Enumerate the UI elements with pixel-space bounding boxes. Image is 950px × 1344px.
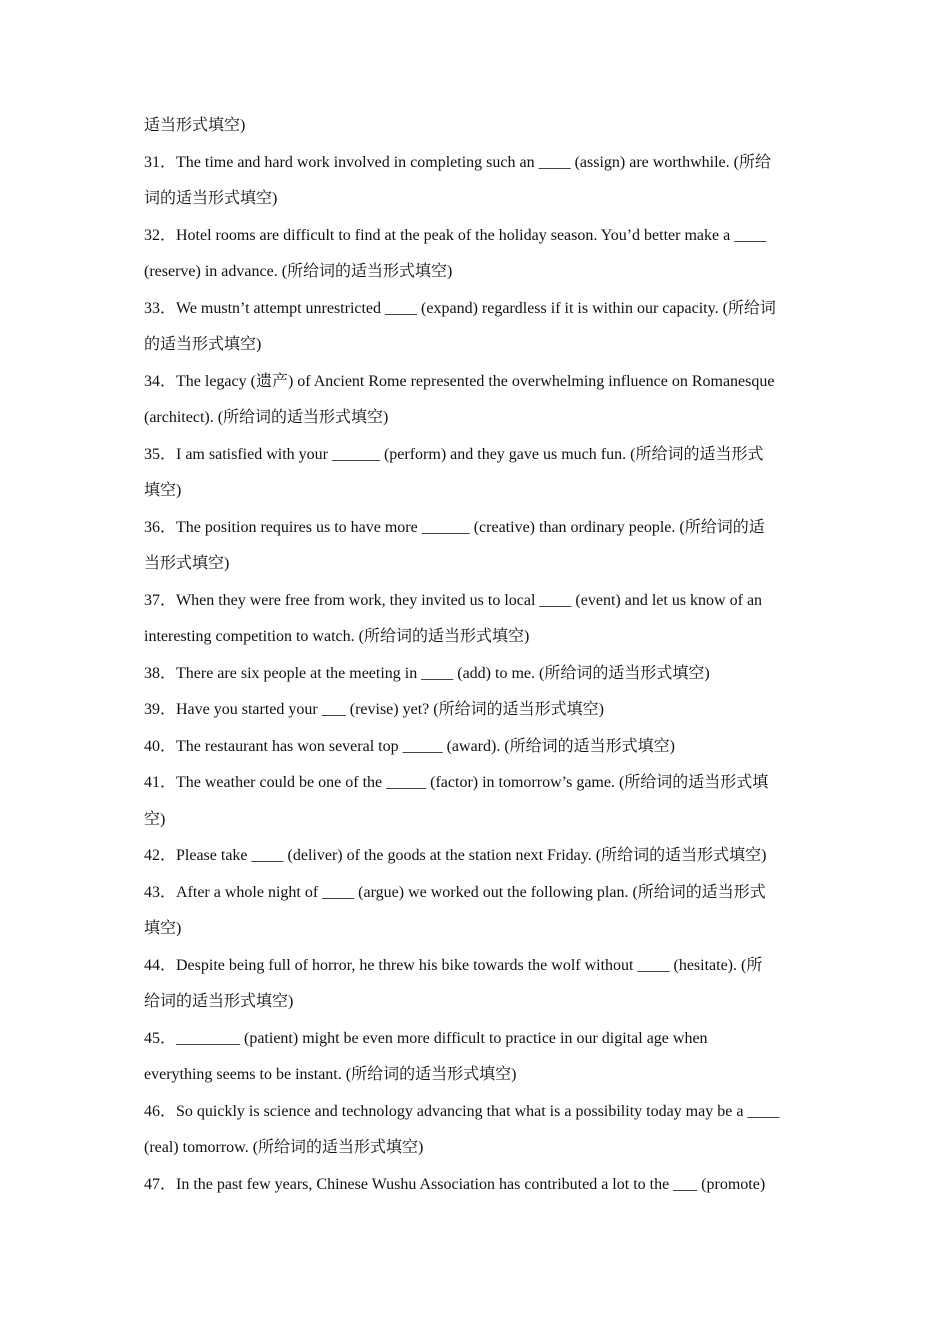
exercise-list [144, 108, 808, 1203]
question-46: 46．So quickly is science and technology advancing that what is a possibility today may be a ____ [144, 1102, 780, 1120]
text-line: 给词的适当形式填空) [144, 993, 294, 1010]
question-37: 37．When they were free from work, they invited us to local ____ (event) and let us know of an [144, 591, 763, 609]
text-line: interesting competition to watch. (所给词的适当形式填空) [144, 628, 530, 645]
text-line: (architect). (所给词的适当形式填空) [144, 409, 389, 426]
text-line: 适当形式填空) [144, 117, 246, 134]
question-38: 38．There are six people at the meeting in ____ (add) to me. (所给词的适当形式填空) [144, 664, 710, 682]
text-line: 填空) [144, 482, 182, 499]
question-31: 31．The time and hard work involved in completing such an ____ (assign) are worthwhile. (所给 [144, 153, 771, 171]
text-line: 的适当形式填空) [144, 336, 262, 353]
question-34: 34．The legacy (遗产) of Ancient Rome represented the overwhelming influence on Romanesque [144, 372, 775, 390]
text-line: 当形式填空) [144, 555, 230, 572]
question-33: 33．We mustn’t attempt unrestricted ____ (expand) regardless if it is within our capacity. (所给词 [144, 299, 776, 317]
question-47: 47．In the past few years, Chinese Wushu Association has contributed a lot to the ___ (promote) [144, 1175, 766, 1193]
question-40: 40．The restaurant has won several top _____ (award). (所给词的适当形式填空) [144, 737, 675, 755]
question-35: 35．I am satisfied with your ______ (perform) and they gave us much fun. (所给词的适当形式 [144, 445, 764, 463]
text-line: 空) [144, 810, 166, 828]
question-32: 32．Hotel rooms are difficult to find at the peak of the holiday season. You’d better make a ____ [144, 226, 767, 244]
text-line: everything seems to be instant. (所给词的适当形式填空) [144, 1066, 517, 1083]
question-41: 41．The weather could be one of the _____ (factor) in tomorrow’s game. (所给词的适当形式填 [144, 774, 769, 791]
question-44: 44．Despite being full of horror, he threw his bike towards the wolf without ____ (hesitate). (所 [144, 956, 763, 974]
text-line: 词的适当形式填空) [144, 190, 278, 207]
question-36: 36．The position requires us to have more ______ (creative) than ordinary people. (所给词的适 [144, 518, 765, 536]
text-line: 填空) [144, 920, 182, 937]
question-45: 45．________ (patient) might be even more difficult to practice in our digital age when [144, 1029, 708, 1047]
question-43: 43．After a whole night of ____ (argue) we worked out the following plan. (所给词的适当形式 [144, 883, 766, 901]
text-line: (reserve) in advance. (所给词的适当形式填空) [144, 263, 453, 280]
question-42: 42．Please take ____ (deliver) of the goods at the station next Friday. (所给词的适当形式填空) [144, 847, 767, 864]
text-line: (real) tomorrow. (所给词的适当形式填空) [144, 1139, 424, 1156]
question-39: 39．Have you started your ___ (revise) yet? (所给词的适当形式填空) [144, 701, 604, 718]
